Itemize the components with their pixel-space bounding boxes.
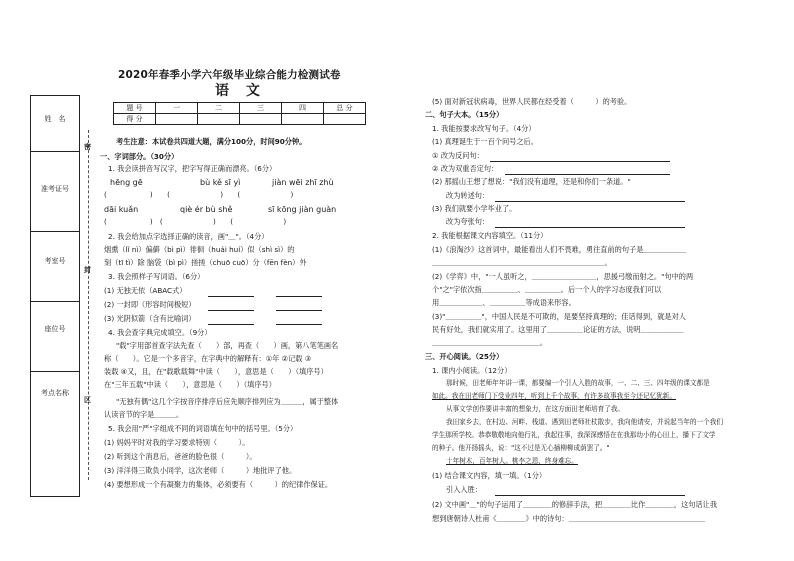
- fill-item-3: (3)"＿＿＿＿＿"，中国人民是不可欺的，是要坚持真理的；佳话得到，就是对人: [432, 312, 686, 321]
- score-input-cell[interactable]: [324, 114, 366, 125]
- answer-line[interactable]: [208, 317, 254, 325]
- question-4-line-e: "无独有偶"这几个字按音序排序后应先顺序排列应为＿＿＿，属于整体: [116, 397, 339, 406]
- score-input-cell[interactable]: [198, 114, 240, 125]
- rewrite-item-1-b: ② 改为双重否定句：: [432, 164, 499, 173]
- score-input-cell[interactable]: [156, 114, 198, 125]
- reading-passage-line: 如此。我在田老师门下受业四年，听到上千个故事，有许多故事我至今还记忆犹新。: [432, 392, 676, 400]
- score-input-cell[interactable]: [282, 114, 324, 125]
- pinyin-row-1-c: jiàn wēi zhī zhù: [272, 178, 334, 187]
- question-3-item-3: (3) 光阴似箭（含有比喻词）: [104, 314, 196, 323]
- score-table-score-row: [114, 114, 366, 125]
- fill-item-2-cont: 个"之"字依次指＿＿＿＿＿、＿＿＿＿＿。后一个人的学习态度我们可以: [432, 285, 662, 294]
- score-table: [113, 102, 366, 125]
- rewrite-item-1: (1) 真理诞生于一百个问号之后。: [432, 137, 538, 146]
- question-4-line-f: 认读音节的字是＿＿＿。: [104, 410, 184, 419]
- question-4-line-a: "载"字用部首查字法先查（ ）部，再查（ ）画，第八笔笔画名: [116, 341, 339, 350]
- fill-item-1-cont: ＿＿＿＿＿＿＿＿＿＿＿＿＿＿＿＿＿＿＿＿＿＿＿＿。: [432, 258, 612, 267]
- question-2: 2. 我会给加点字选择正确的读音，画"＿"。（4分）: [108, 232, 269, 241]
- reading-subquestion-2-cont: 想到唐朝诗人杜甫《＿＿＿＿》中的诗句：＿＿＿＿＿＿＿＿＿＿＿＿＿＿＿＿＿＿＿: [432, 514, 706, 523]
- question-3: 3. 我会照样子写词语。（6分）: [108, 272, 205, 281]
- question-5-item-3: (3) 洋洋得三欺负小同学，这次老师（ ）地批评了他。: [104, 466, 297, 475]
- rewrite-question: 1. 我能按要求改写句子。（4分）: [432, 124, 536, 133]
- pinyin-row-2-b: qiè ér bù shě: [180, 205, 233, 214]
- answer-brackets-2[interactable]: ( ) ( ) ( ): [104, 217, 287, 226]
- answer-line[interactable]: [276, 303, 322, 311]
- field-exam-number: 准考证号: [41, 185, 69, 193]
- question-5-item-4: (4) 要想形成一个有凝聚力的集体，必须要有（ ）的纪律作保证。: [104, 480, 333, 489]
- reading-question: 1. 课内小阅读。（12分）: [432, 366, 512, 375]
- question-2-line-a: 烟熏（lǐ nì）偏僻（bì pì）徘徊（huái huí）似（shì sì）的: [104, 245, 295, 254]
- fill-item-3-cont2: ＿＿＿＿＿＿＿＿＿＿＿＿＿＿＿。: [432, 338, 548, 347]
- fill-item-1: (1)《浪淘沙》这首词中，最能看出人们不畏难，勇往直前的句子是＿＿＿＿＿＿: [432, 245, 687, 254]
- right-question-5: (5) 面对新冠状病毒，世界人民都在经受着（ ）的考验。: [432, 97, 632, 106]
- answer-line[interactable]: [490, 154, 670, 162]
- field-name: 姓 名: [44, 115, 66, 123]
- exam-title: 2020年春季小学六年级毕业综合能力检测试卷: [118, 69, 341, 81]
- field-seat-number: 座位号: [44, 325, 66, 333]
- reading-passage-line: 从事文学创作要讲丰富的想象力，在这方面田老师培育了我。: [446, 405, 625, 413]
- answer-line[interactable]: [276, 289, 322, 297]
- rewrite-item-1-a: ① 改为反问句：: [432, 151, 484, 160]
- binding-line: [88, 130, 89, 480]
- fill-item-3-cont: 民有好处，我们就实用了。这里用了＿＿＿＿＿论证的方法，说明＿＿＿＿＿＿: [432, 325, 684, 334]
- score-input-cell[interactable]: [240, 114, 282, 125]
- field-room-number: 考室号: [44, 257, 66, 265]
- score-cell: 三: [240, 103, 282, 114]
- score-cell: 总 分: [324, 103, 366, 114]
- rewrite-item-2-a: 改为转述句：: [446, 191, 490, 200]
- answer-line[interactable]: [495, 488, 685, 496]
- question-3-item-1: (1) 无独无依（ABAC式）: [104, 286, 187, 295]
- answer-line[interactable]: [505, 167, 670, 175]
- reading-passage-line: 学生那所学校。恭恭敬敬地向他行礼，我起往事，我深深感悟在在我那幼小的心田上，播下了文学: [432, 431, 716, 439]
- binding-mark-zone: 区: [84, 396, 91, 404]
- pinyin-row-2-a: dāi kuǎn: [104, 205, 139, 214]
- field-venue-name: 考点名称: [41, 389, 69, 397]
- question-4-line-c: 装载 ④又，且，在"载歌载舞"中读（ ），意思是（ ）（填序号）: [104, 367, 328, 376]
- binding-mark-close: 封: [84, 266, 91, 274]
- pinyin-row-1-a: hēng gē: [110, 178, 143, 187]
- candidate-info-strip: [30, 95, 80, 497]
- exam-notice: 考生注意：本试卷共四道大题，满分100分，时间90分钟。: [116, 137, 307, 146]
- question-4-line-b: 称（ ）。它是一个多音字，在字典中的解释有：①年 ②记载 ③: [104, 354, 312, 363]
- score-cell: 四: [282, 103, 324, 114]
- answer-line[interactable]: [208, 289, 254, 297]
- rewrite-item-3-a: 改为夸张句：: [446, 217, 490, 226]
- section-3-heading: 三、开心阅读。（25分）: [425, 352, 504, 361]
- reading-subquestion-1-a: 引入入胜：: [446, 485, 482, 494]
- question-5-item-2: (2) 听到这个消息后，爸爸的脸色很（ ）。: [104, 452, 257, 461]
- question-4-line-d: 在"三年五载"中读（ ），意思是（ ）（填序号）: [104, 380, 276, 389]
- score-cell: 得 分: [114, 114, 156, 125]
- section-2-heading: 二、句子大本。（15分）: [425, 110, 504, 119]
- question-5: 5. 我会用"严"字组成不同的词语填在句中的括号里。（5分）: [108, 424, 298, 433]
- reading-subquestion-2: (2) 文中画"＿"的句子运用了＿＿＿＿的修辞手法，把＿＿＿＿比作＿＿＿＿，这句话让我: [432, 500, 718, 509]
- question-1: 1. 我会读拼音写汉字，把字写得正确而漂亮。（6分）: [108, 164, 277, 173]
- score-cell: 题 号: [114, 103, 156, 114]
- reading-subquestion-1: (1) 结合课文内容，填一填。（1分）: [432, 471, 547, 480]
- question-2-line-b: 刻（tī tì）除 脑袋（bì pì）搓搓（chuō cuō）分（fēn fèn）外: [104, 258, 307, 267]
- answer-line[interactable]: [495, 194, 685, 202]
- pinyin-row-1-b: bù kě sī yì: [200, 178, 241, 187]
- question-3-item-2: (2) 一封即（形容时间极短）: [104, 300, 196, 309]
- score-cell: 一: [156, 103, 198, 114]
- rewrite-item-2: (2) 那摇山王想了想说："我们没有道理，还是和你们一条道。": [432, 177, 631, 186]
- reading-passage-line: 那时候，田老师年年讲一课，都要编一个引人入胜的故事，一、二、三、四年级的课文都是: [446, 379, 710, 387]
- rewrite-item-3: (3) 我们就要小学毕业了。: [432, 204, 517, 213]
- fill-item-2: (2)《学弈》中，"一人虽听之，＿＿＿＿＿＿＿＿＿，思援弓缴而射之。"句中的两: [432, 272, 694, 281]
- question-5-item-1: (1) 妈妈平时对我的学习要求特别（ ）。: [104, 438, 250, 447]
- answer-brackets-1[interactable]: ( ) ( ) ( ): [104, 190, 294, 199]
- question-4: 4. 我会查字典完成填空。（9分）: [108, 328, 212, 337]
- reading-passage-line: 我田家乡去，在村边、河畔、栈道、遇到田老师社杖散步，我向他请安，并说起当年的一个我们: [446, 418, 723, 426]
- answer-line[interactable]: [208, 303, 254, 311]
- exam-subject: 语 文: [215, 83, 266, 99]
- fill-item-2-cont2: 用＿＿＿＿＿＿、＿＿＿＿＿等成语来形容。: [432, 298, 576, 307]
- score-cell: 二: [198, 103, 240, 114]
- fill-question: 2. 我能根据课文内容填空。（11分）: [432, 231, 548, 240]
- answer-line[interactable]: [495, 220, 685, 228]
- pinyin-row-2-c: sī kōng jiàn guàn: [268, 205, 337, 214]
- answer-line[interactable]: [276, 317, 322, 325]
- reading-passage-line: 十年树木，百年树人。桃李之恩，终身难忘。: [446, 457, 578, 465]
- reading-passage-line: 的种子。他开扬摇头，说："这不过是无心插柳柳成荫罢了。": [432, 444, 610, 452]
- score-table-header-row: [114, 103, 366, 114]
- binding-mark-seal: 密: [84, 143, 91, 151]
- section-1-heading: 一、字词部分。（30分）: [100, 152, 179, 161]
